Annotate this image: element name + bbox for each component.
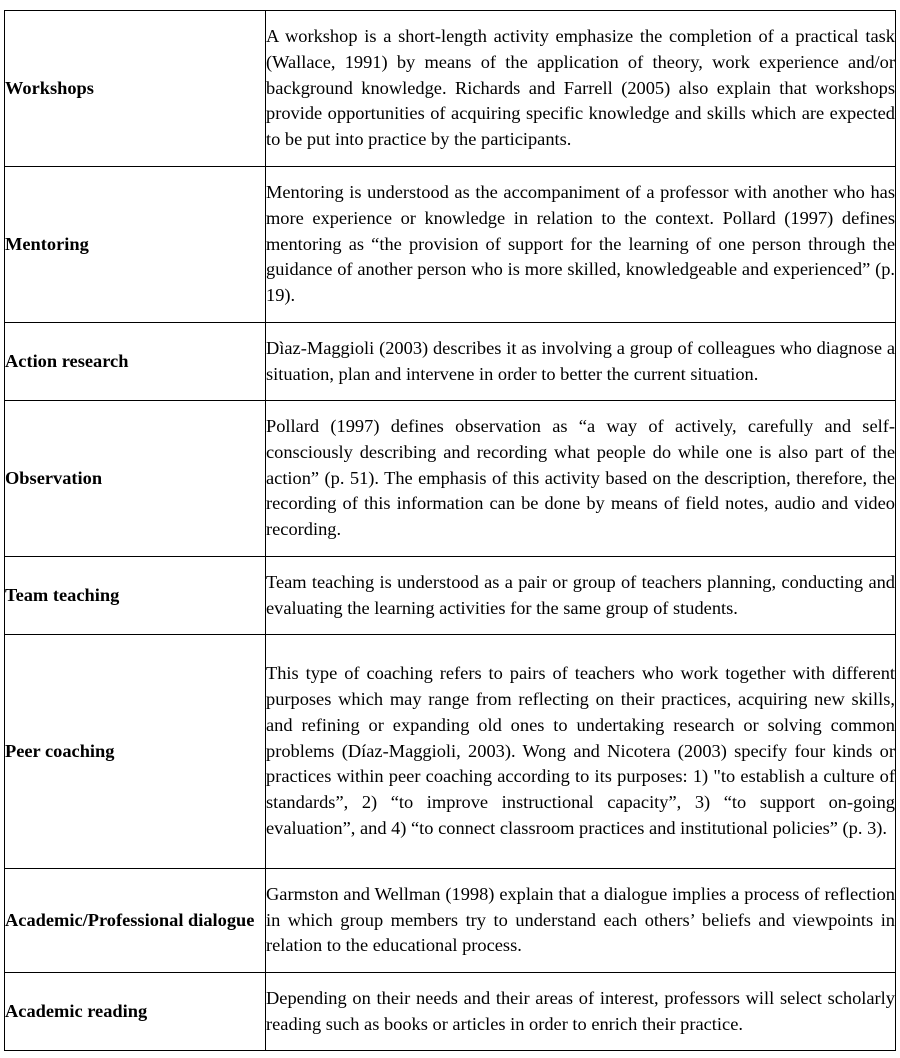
term-cell: Action research bbox=[5, 323, 266, 401]
description-cell: Depending on their needs and their areas of interest, professors will select scholarly reading such as books or articles in order to enrich their practice. bbox=[266, 973, 896, 1051]
description-cell: Mentoring is understood as the accompaniment of a professor with another who has more experience or knowledge in relation to the context. Pollard (1997) defines mentoring as “the provision of support for the learning of one person through the guidance of another person who is more skilled, knowledgeable and experienced” (p. 19). bbox=[266, 167, 896, 323]
description-cell: Garmston and Wellman (1998) explain that a dialogue implies a process of reflection in which group members try to understand each others’ beliefs and viewpoints in relation to the educational process. bbox=[266, 869, 896, 973]
term-cell: Team teaching bbox=[5, 557, 266, 635]
table-row bbox=[5, 635, 896, 869]
description-cell: Team teaching is understood as a pair or group of teachers planning, conducting and evaluating the learning activities for the same group of students. bbox=[266, 557, 896, 635]
table-row bbox=[5, 557, 896, 635]
table-row bbox=[5, 323, 896, 401]
table-row bbox=[5, 973, 896, 1051]
table-row bbox=[5, 167, 896, 323]
table-row bbox=[5, 401, 896, 557]
development-strategies-table bbox=[4, 10, 896, 1051]
term-cell: Peer coaching bbox=[5, 635, 266, 869]
table-row bbox=[5, 869, 896, 973]
table-row bbox=[5, 11, 896, 167]
term-cell: Academic reading bbox=[5, 973, 266, 1051]
description-cell: Pollard (1997) defines observation as “a way of actively, carefully and self-consciously describing and recording what people do while one is also part of the action” (p. 51). The emphasis of this activity based on the description, therefore, the recording of this information can be done by means of field notes, audio and video recording. bbox=[266, 401, 896, 557]
term-cell: Observation bbox=[5, 401, 266, 557]
term-cell: Mentoring bbox=[5, 167, 266, 323]
description-cell: This type of coaching refers to pairs of teachers who work together with different purposes which may range from reflecting on their practices, acquiring new skills, and refining or expanding old ones to undertaking research or solving common problems (Díaz-Maggioli, 2003). Wong and Nicotera (2003) specify four kinds or practices within peer coaching according to its purposes: 1) "to establish a culture of standards”, 2) “to improve instructional capacity”, 3) “to support on-going evaluation”, and 4) “to connect classroom practices and institutional policies” (p. 3). bbox=[266, 635, 896, 869]
description-cell: A workshop is a short-length activity emphasize the completion of a practical task (Wallace, 1991) by means of the application of theory, work experience and/or background knowledge. Richards and Farrell (2005) also explain that workshops provide opportunities of acquiring specific knowledge and skills which are expected to be put into practice by the participants. bbox=[266, 11, 896, 167]
description-cell: Dìaz-Maggioli (2003) describes it as involving a group of colleagues who diagnose a situation, plan and intervene in order to better the current situation. bbox=[266, 323, 896, 401]
term-cell: Academic/Professional dialogue bbox=[5, 869, 266, 973]
term-cell: Workshops bbox=[5, 11, 266, 167]
